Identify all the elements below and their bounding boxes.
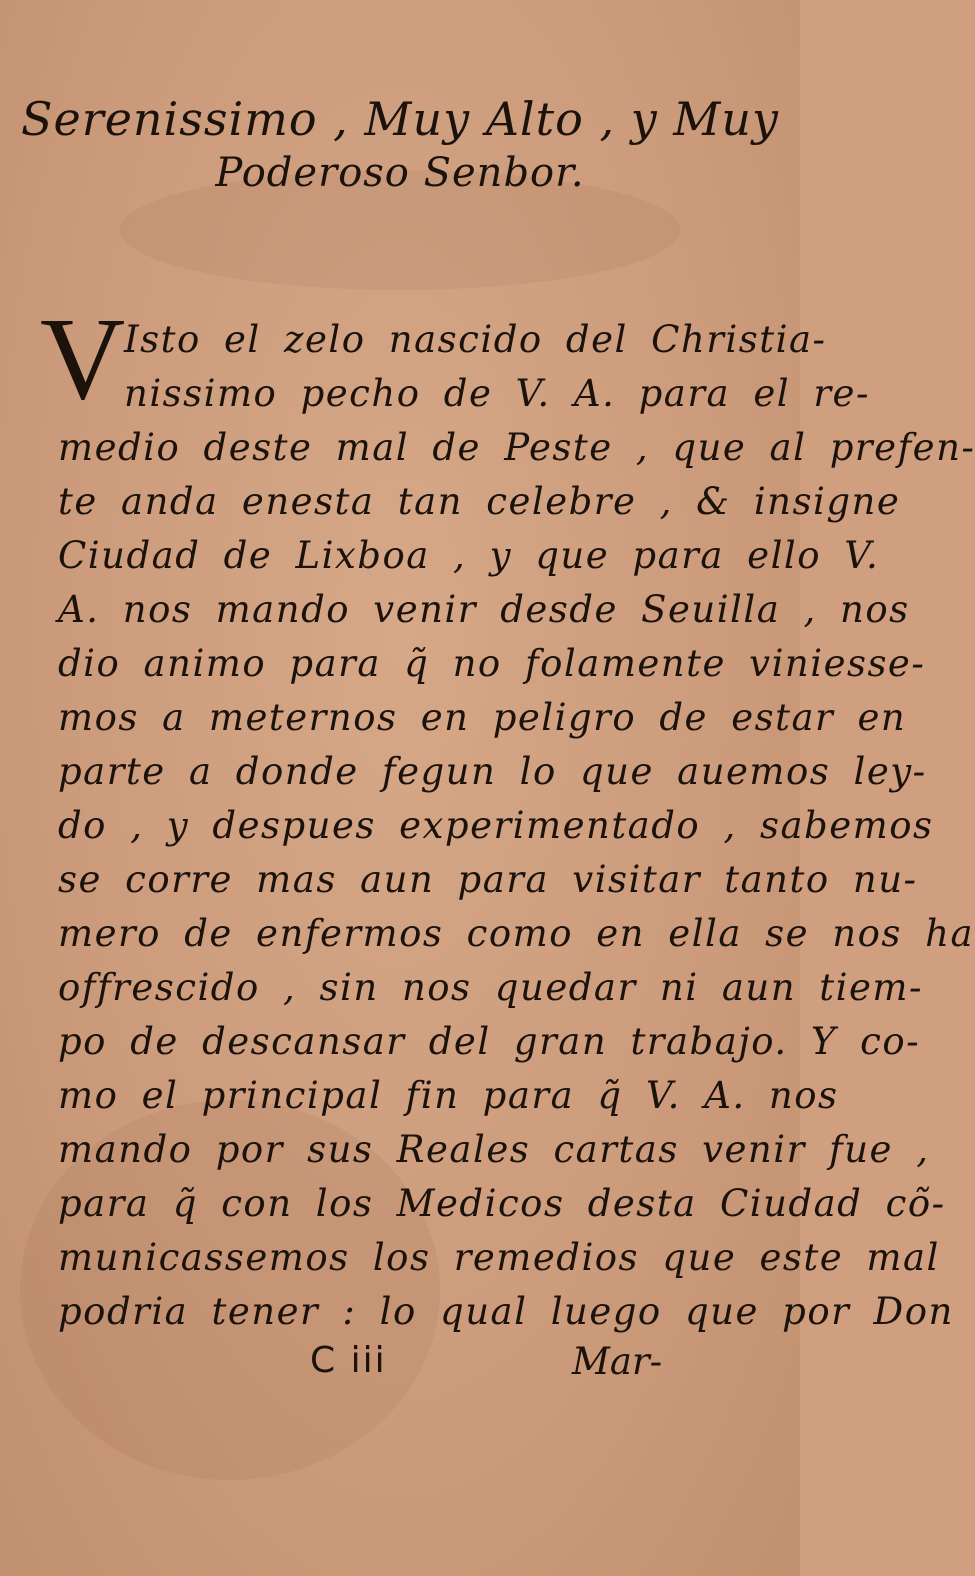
text-line: mando por sus Reales cartas venir fue , — [58, 1128, 930, 1171]
page-title-line-2: Poderoso Senbor. — [215, 150, 585, 196]
text-line: do , y despues experimentado , sabemos — [58, 804, 934, 847]
text-line: municassemos los remedios que este mal — [58, 1236, 940, 1279]
text-line: mos a meternos en peligro de estar en — [58, 696, 907, 739]
page-title-line-1: Serenissimo , Muy Alto , y Muy — [20, 92, 780, 146]
text-line: parte a donde fegun lo que auemos ley- — [58, 750, 927, 793]
text-line: podria tener : lo qual luego que por Don — [58, 1290, 954, 1333]
text-line: para q̃ con los Medicos desta Ciudad cõ- — [58, 1182, 946, 1225]
catchword: Mar- — [572, 1340, 663, 1383]
text-line: Ciudad de Lixboa , y que para ello V. — [58, 534, 880, 577]
text-line: medio deste mal de Peste , que al prefen- — [58, 426, 975, 469]
text-line: nissimo pecho de V. A. para el re- — [124, 372, 870, 415]
text-line: mo el principal fin para q̃ V. A. nos — [58, 1074, 839, 1117]
text-line: offrescido , sin nos quedar ni aun tiem- — [58, 966, 923, 1009]
text-line: Isto el zelo nascido del Christia- — [124, 318, 827, 361]
text-line: te anda enesta tan celebre , & insigne — [58, 480, 901, 523]
drop-cap: V — [40, 293, 126, 424]
signature-mark: C iii — [310, 1340, 387, 1381]
text-line: po de descansar del gran trabajo. Y co- — [58, 1020, 921, 1063]
text-line: mero de enfermos como en ella se nos ha — [58, 912, 975, 955]
text-line: se corre mas aun para visitar tanto nu- — [58, 858, 918, 901]
text-line: A. nos mando venir desde Seuilla , nos — [58, 588, 910, 631]
text-line: dio animo para q̃ no folamente viniesse- — [58, 642, 926, 685]
